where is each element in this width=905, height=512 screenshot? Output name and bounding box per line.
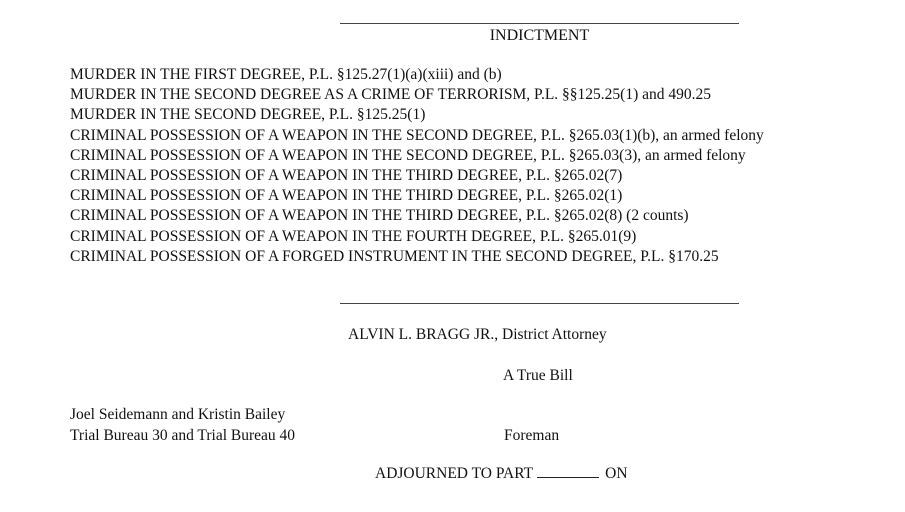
charges-list [70, 65, 764, 267]
trial-bureaus: Trial Bureau 30 and Trial Bureau 40 [70, 427, 296, 444]
charge-item: CRIMINAL POSSESSION OF A WEAPON IN THE THIRD DEGREE, P.L. §265.02(1) [70, 187, 623, 205]
charge-item: CRIMINAL POSSESSION OF A WEAPON IN THE SECOND DEGREE, P.L. §265.03(3), an armed felony [70, 146, 746, 164]
true-bill: A True Bill [503, 367, 573, 384]
charge-item: CRIMINAL POSSESSION OF A WEAPON IN THE FOURTH DEGREE, P.L. §265.01(9) [70, 227, 637, 245]
charge-item: MURDER IN THE SECOND DEGREE, P.L. §125.25(1) [70, 106, 426, 124]
charge-item: MURDER IN THE SECOND DEGREE AS A CRIME OF TERRORISM, P.L. §§125.25(1) and 490.25 [70, 86, 712, 104]
foreman-label: Foreman [504, 427, 560, 444]
charge-item: MURDER IN THE FIRST DEGREE, P.L. §125.27(1)(a)(xiii) and (b) [70, 66, 502, 83]
prosecutors: Joel Seidemann and Kristin Bailey [70, 406, 286, 423]
part-blank [537, 463, 599, 478]
charge-item: CRIMINAL POSSESSION OF A WEAPON IN THE THIRD DEGREE, P.L. §265.02(8) (2 counts) [70, 207, 689, 225]
charge-item: CRIMINAL POSSESSION OF A WEAPON IN THE SECOND DEGREE, P.L. §265.03(1)(b), an armed felony [70, 126, 764, 144]
adjourned-suffix: ON [605, 465, 628, 482]
document-title: INDICTMENT [489, 27, 590, 44]
top-rule [340, 23, 739, 24]
district-attorney: ALVIN L. BRAGG JR., District Attorney [348, 326, 607, 343]
signature-rule [340, 303, 739, 304]
adjourned-line [375, 463, 628, 484]
charge-item: CRIMINAL POSSESSION OF A FORGED INSTRUMENT IN THE SECOND DEGREE, P.L. §170.25 [70, 247, 719, 265]
charge-item: CRIMINAL POSSESSION OF A WEAPON IN THE THIRD DEGREE, P.L. §265.02(7) [70, 167, 623, 185]
adjourned-prefix: ADJOURNED TO PART [375, 465, 534, 482]
